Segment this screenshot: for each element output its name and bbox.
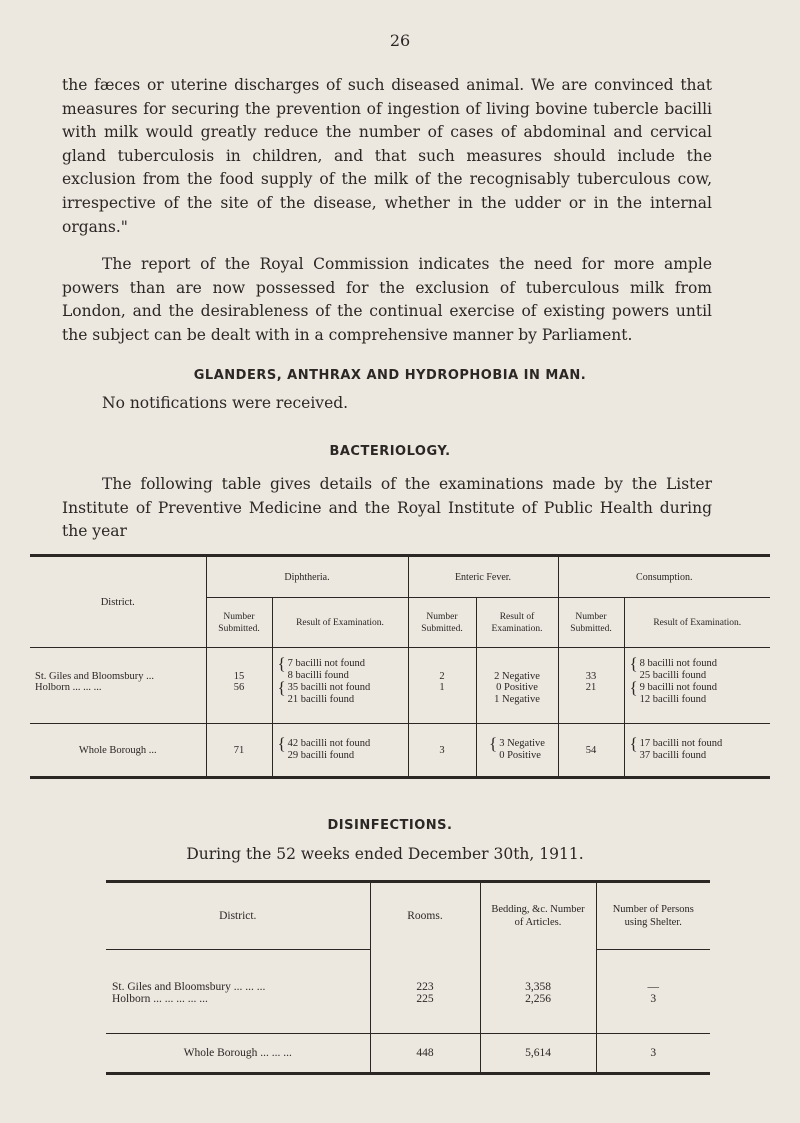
cons-result-cell: { 17 bacilli not found 37 bacilli found <box>624 724 770 778</box>
diph-result-cell: { 35 bacilli not found 21 bacilli found <box>272 682 408 724</box>
bacteriology-intro <box>62 473 712 544</box>
bacteriology-table <box>30 554 770 779</box>
cons-result-cell: { 9 bacilli not found 12 bacilli found <box>624 682 770 724</box>
dis-district-header: District. <box>106 883 370 949</box>
dis-rooms-cell: 448 <box>370 1033 480 1073</box>
intro-paragraph <box>62 74 712 239</box>
disinfections-table <box>106 880 710 1075</box>
dis-bedding-cell: 5,614 <box>480 1033 596 1073</box>
ent-number-cell: 2 <box>408 648 476 682</box>
page-number: 26 <box>389 31 411 50</box>
table-row <box>106 993 710 1033</box>
ent-number-cell: 1 <box>408 682 476 724</box>
royal-commission-text: The report of the Royal Commission indicates the need for more ample powers than are now possessed for the exclusion of tuberculous milk from London, and the desirableness of the continual exercise of existing powers until the subject can be dealt with in a comprehensive manner by Parliament. <box>62 255 712 344</box>
dis-district-cell: Holborn ... ... ... ... ... <box>106 993 370 1033</box>
district-header: District. <box>30 556 206 648</box>
ent-result-cell: { 3 Negative 0 Positive <box>476 724 558 778</box>
dis-rooms-header: Rooms. <box>370 883 480 949</box>
diph-number-cell: 56 <box>206 682 272 724</box>
royal-commission-paragraph <box>62 253 712 347</box>
cons-result-cell: { 8 bacilli not found 25 bacilli found <box>624 648 770 682</box>
dis-rooms-cell: 225 <box>370 993 480 1033</box>
cons-number-cell: 54 <box>558 724 624 778</box>
table-row <box>30 648 770 682</box>
dis-persons-cell: 3 <box>596 993 710 1033</box>
glanders-heading: GLANDERS, ANTHRAX AND HYDROPHOBIA IN MAN. <box>193 368 587 383</box>
dis-persons-cell: 3 <box>596 1033 710 1073</box>
diph-number-cell: 71 <box>206 724 272 778</box>
disinfections-heading: DISINFECTIONS. <box>327 818 453 833</box>
bacteriology-heading: BACTERIOLOGY. <box>329 444 451 459</box>
dis-bedding-cell: 2,256 <box>480 993 596 1033</box>
cons-result-header: Result of Examination. <box>624 598 770 648</box>
dis-district-cell: St. Giles and Bloomsbury ... ... ... <box>112 981 266 993</box>
dis-persons-cell: — <box>596 949 710 993</box>
bacteriology-intro-text: The following table gives details of the examinations made by the Lister Institute of Preventive Medicine and the Royal Institute of Public Health during the year <box>62 475 712 541</box>
district-cell: Holborn ... ... ... <box>30 682 206 724</box>
ent-result-cell: 2 Negative <box>476 648 558 682</box>
total-row <box>106 1033 710 1073</box>
total-row <box>30 724 770 778</box>
diph-number-cell: 15 <box>206 648 272 682</box>
ent-result-header: Result of Examination. <box>476 598 558 648</box>
diph-result-cell: { 7 bacilli not found 8 bacilli found <box>272 648 408 682</box>
diph-result-header: Result of Examination. <box>272 598 408 648</box>
disinfections-subtitle: During the 52 weeks ended December 30th, 1911. <box>186 845 584 863</box>
district-cell: Whole Borough ... <box>78 744 157 756</box>
diph-result-cell: { 42 bacilli not found 29 bacilli found <box>272 724 408 778</box>
cons-number-cell: 21 <box>558 682 624 724</box>
diphtheria-header: Diphtheria. <box>206 556 408 598</box>
district-cell: St. Giles and Bloomsbury ... <box>35 670 155 682</box>
cons-number-header: Number Submitted. <box>558 598 624 648</box>
glanders-text: No notifications were received. <box>102 394 349 412</box>
dis-persons-header: Number of Persons using Shelter. <box>596 883 710 949</box>
consumption-header: Consumption. <box>558 556 770 598</box>
enteric-fever-header: Enteric Fever. <box>408 556 558 598</box>
dis-district-cell: Whole Borough ... ... ... <box>183 1046 292 1059</box>
cons-number-cell: 33 <box>558 648 624 682</box>
diph-number-header: Number Submitted. <box>206 598 272 648</box>
table-row <box>106 949 710 993</box>
table-row <box>30 682 770 724</box>
dis-bedding-header: Bedding, &c. Number of Articles. <box>480 883 596 949</box>
dis-rooms-cell: 223 <box>370 949 480 993</box>
ent-result-cell: 0 Positive 1 Negative <box>476 682 558 724</box>
intro-paragraph-text: the fæces or uterine discharges of such diseased animal. We are convinced that measures for securing the prevention of ingestion of living bovine tubercle bacilli with milk would greatly reduce the number of cases of abdominal and cervical gland tuberculosis in children, and that such measures should include the exclusion from the food supply of the milk of the recognisably tuberculous cow, irrespective of the site of the disease, whether in the udder or in the internal organs." <box>62 76 712 236</box>
dis-bedding-cell: 3,358 <box>480 949 596 993</box>
ent-number-cell: 3 <box>408 724 476 778</box>
ent-number-header: Number Submitted. <box>408 598 476 648</box>
